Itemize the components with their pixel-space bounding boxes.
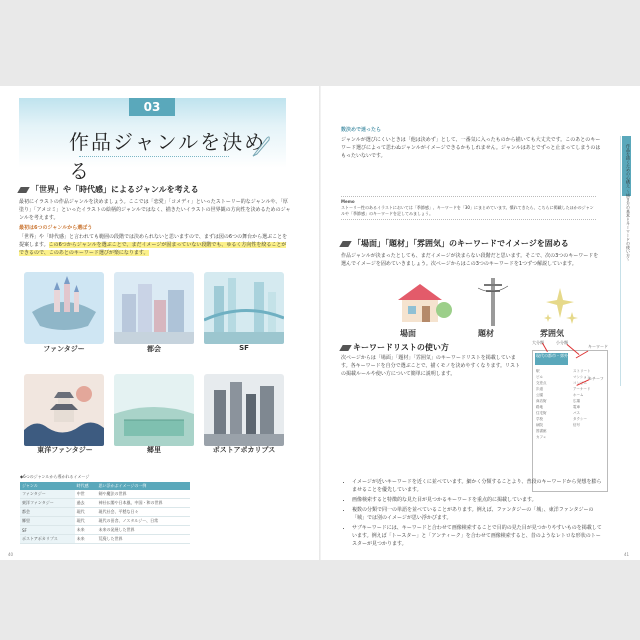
section1-body: 最初にイラストの作品ジャンルを決めましょう。ここでは「恋愛」「コメディ」といったストーリー的なジャンルや、「厚塗り」「アメコミ」といったイラストの絵柄的ジャンルではなく、描きたいイラストの世界観の方向性を決めるためのジャンルを考えます。 (19, 199, 291, 221)
keyword-item: 公園 (536, 393, 543, 397)
chapter-title: 作品ジャンルを決める (69, 130, 267, 183)
hometown-illustration (114, 374, 194, 446)
sf-illustration (204, 272, 284, 344)
keyword-item: ストリート (573, 369, 591, 373)
keyword-item: 広場 (573, 399, 580, 403)
keyword-item: マンション (573, 375, 591, 379)
pencil-icon (17, 187, 29, 193)
memo-box (341, 196, 596, 220)
atmosphere-sparkle-illustration (540, 286, 580, 326)
section3-heading (341, 342, 449, 353)
subhead-body (19, 233, 291, 257)
keyword-item: コンビニ (573, 381, 587, 385)
table-cell: ファンタジー (20, 490, 75, 499)
section1-title: 「世界」や「時代感」によるジャンルを考える (31, 185, 199, 194)
keyword-label-atmosphere: 雰囲気 (540, 329, 564, 338)
annotation-label: モチーフ (588, 376, 604, 381)
table-cell: ポストアポカリプス (20, 535, 75, 544)
chapter-number: 03 (129, 98, 175, 116)
table-cell: 中世 (75, 490, 97, 499)
table-caption: ◆6つのジャンルから導かれるイメージ (20, 474, 90, 479)
table-cell: 剣や魔法の世界 (97, 490, 190, 499)
bullet-item: • 複数の分類で同一の単語を並べていることがあります。例えば、ファンタジーの「城」、東洋ファンタジーの「城」では別のイメージが思い浮かびます。 (352, 506, 604, 522)
bullet-item: • 画像検索すると特徴的な見た目が見つかるキーワードを重点的に掲載しています。 (352, 496, 604, 504)
keyword-list-sample (532, 350, 608, 492)
keyword-item: 歩道 (536, 387, 543, 391)
table-row (20, 517, 190, 526)
annotation-label: 大分類 (532, 340, 544, 345)
table-row (20, 499, 190, 508)
keyword-item: 図書館 (536, 429, 547, 433)
post-apocalypse-illustration (204, 374, 284, 446)
genre-label-post-apocalypse: ポストアポカリプス (212, 446, 276, 454)
lost-heading: 数決めで迷ったら (341, 127, 382, 133)
table-row (20, 490, 190, 499)
table-row (20, 535, 190, 544)
table-cell: 未来 (75, 535, 97, 544)
quill-pen-icon (251, 134, 271, 158)
lost-body: ジャンルが選びにくいときは「他は決めず」として、一番気に入ったものから描いても大丈夫です。このあとのキーワード選びによって思わぬジャンルがイメージできるかもしれません。ジャンルはあとでずっと止まってしまうのはもったいないです。 (341, 137, 601, 159)
eastern-fantasy-illustration (24, 374, 104, 446)
section2-title: 「場面」「題材」「雰囲気」のキーワードでイメージを固める (353, 239, 569, 248)
keyword-item: ホーム (573, 393, 584, 397)
subject-pole-illustration (478, 276, 508, 328)
subhead-body-text: 「世界」や「時代感」と言われても範囲の段階では決められないと思いますので、まずは図の6つの舞台から選ぶことを提案します。 (19, 234, 288, 248)
page-number-right: 41 (624, 552, 630, 557)
genre-label-eastern-fantasy: 東洋ファンタジー (37, 446, 93, 454)
genre-table (20, 482, 190, 544)
book-gutter (319, 86, 321, 560)
keyword-item: 交差点 (536, 381, 547, 385)
chapter-rule (79, 156, 229, 157)
genre-label-city: 都会 (147, 345, 161, 353)
annotation-label: 小分類 (556, 340, 568, 345)
memo-body: ストーリー性のあるイラストにおいては「季節感」、キーワードを「30」にまとめています。慣れてきたら、こちらに掲載したほかのジャンルや「季節感」のキーワードを足してみましょう。 (341, 205, 594, 216)
page-number-left: 40 (8, 552, 14, 557)
chapter-sidebar (620, 136, 631, 386)
genre-label-sf: SF (239, 344, 249, 352)
table-cell: 郷里 (20, 517, 75, 526)
table-cell: 現代 (75, 517, 97, 526)
keyword-item: 電車 (573, 405, 580, 409)
table-header: 時代感 (75, 482, 97, 490)
chapter-header (19, 98, 286, 183)
table-cell: SF (20, 526, 75, 535)
table-cell: 現代社会、平穏な日々 (97, 508, 190, 517)
table-cell: 未来 (75, 526, 97, 535)
genre-label-fantasy: ファンタジー (43, 345, 85, 353)
book-spread (0, 86, 640, 560)
keyword-item: 学校 (536, 417, 543, 421)
bullet-item: • サブキーワードには、キーワードと合わせて画像検索することで目的の見た目が見つかりやすいものを掲載しています。例えば「トースター」と「アンティーク」を合わせて画像検索すると、昔のようなレトロな形状のトースターが見つかります。 (352, 524, 604, 548)
section2-body: 作品ジャンルが決まったとしても、まだイメージが決まらない段階だと思います。そこで、次の3つのキーワードを選んでイメージを固めていきましょう。次ページからはこの3つのキーワードを1つずつ解説しています。 (341, 253, 599, 267)
table-cell: 現代 (75, 508, 97, 517)
keyword-item: ビル (536, 375, 543, 379)
city-illustration (114, 272, 194, 344)
keyword-list-heading: 現代の都市・郊外 (535, 353, 568, 365)
table-cell: 現代の田舎、ノスタルジー、日常 (97, 517, 190, 526)
table-cell: 都会 (20, 508, 75, 517)
keyword-item: 病院 (536, 423, 543, 427)
pencil-icon (339, 241, 351, 247)
keyword-label-scene: 場面 (400, 329, 416, 338)
genre-label-hometown: 郷里 (147, 446, 161, 454)
keyword-item: アーケード (573, 387, 591, 391)
subhead: 最初は6つのジャンルから選ぼう (19, 225, 93, 231)
section3-body: 次ページからは「場面」「題材」「雰囲気」のキーワードリストを掲載しています。各キーワードを自分で選ぶことで、描くモノを決めやすくなります。リストの掲載ルールや使い方について簡単に説明します。 (341, 355, 520, 377)
table-cell: 神社仏閣や日本風、中国・和の世界 (97, 499, 190, 508)
section3-title: キーワードリストの使い方 (353, 343, 449, 352)
keyword-item: 路地 (536, 405, 543, 409)
table-cell: 過去 (75, 499, 97, 508)
keyword-item: バス (573, 411, 580, 415)
memo-label: Memo (341, 199, 355, 204)
keyword-item: カフェ (536, 435, 547, 439)
scene-house-illustration (392, 280, 452, 326)
table-header: 思い浮かぶイメージの一例 (97, 482, 190, 490)
sidebar-text: 作品を描くための心構え 〜描き方の基本とキーワードの使い方〜 (626, 144, 631, 262)
table-row (20, 526, 190, 535)
keyword-label-subject: 題材 (478, 329, 494, 338)
section1-heading (19, 184, 199, 195)
fantasy-illustration (24, 272, 104, 344)
keyword-item: タクシー (573, 417, 587, 421)
keyword-item: 商店街 (536, 399, 547, 403)
bullet-item: • イメージが近いキーワードを近くに並べています。細かく分類することより、普段のキーワードから発想を膨らませることを優先しています。 (352, 478, 604, 494)
usage-bullets (344, 478, 604, 550)
keyword-item: 信号 (573, 423, 580, 427)
keyword-item: 駅 (536, 369, 540, 373)
section2-heading (341, 238, 569, 249)
table-header: ジャンル (20, 482, 75, 490)
table-header-row (20, 482, 190, 490)
subhead-body-highlight: この6つからジャンルを選ぶことで、まだイメージが固まっていない段階でも、ゆるく方向性を絞ることができるので、このあとのキーワード選びが楽になります。 (19, 242, 287, 256)
table-cell: 東洋ファンタジー (20, 499, 75, 508)
annotation-label: キーワード (588, 344, 608, 349)
table-cell: 荒廃した世界 (97, 535, 190, 544)
table-row (20, 508, 190, 517)
pencil-icon (339, 345, 351, 351)
keyword-item: 住宅街 (536, 411, 547, 415)
table-cell: 未来の発展した世界 (97, 526, 190, 535)
